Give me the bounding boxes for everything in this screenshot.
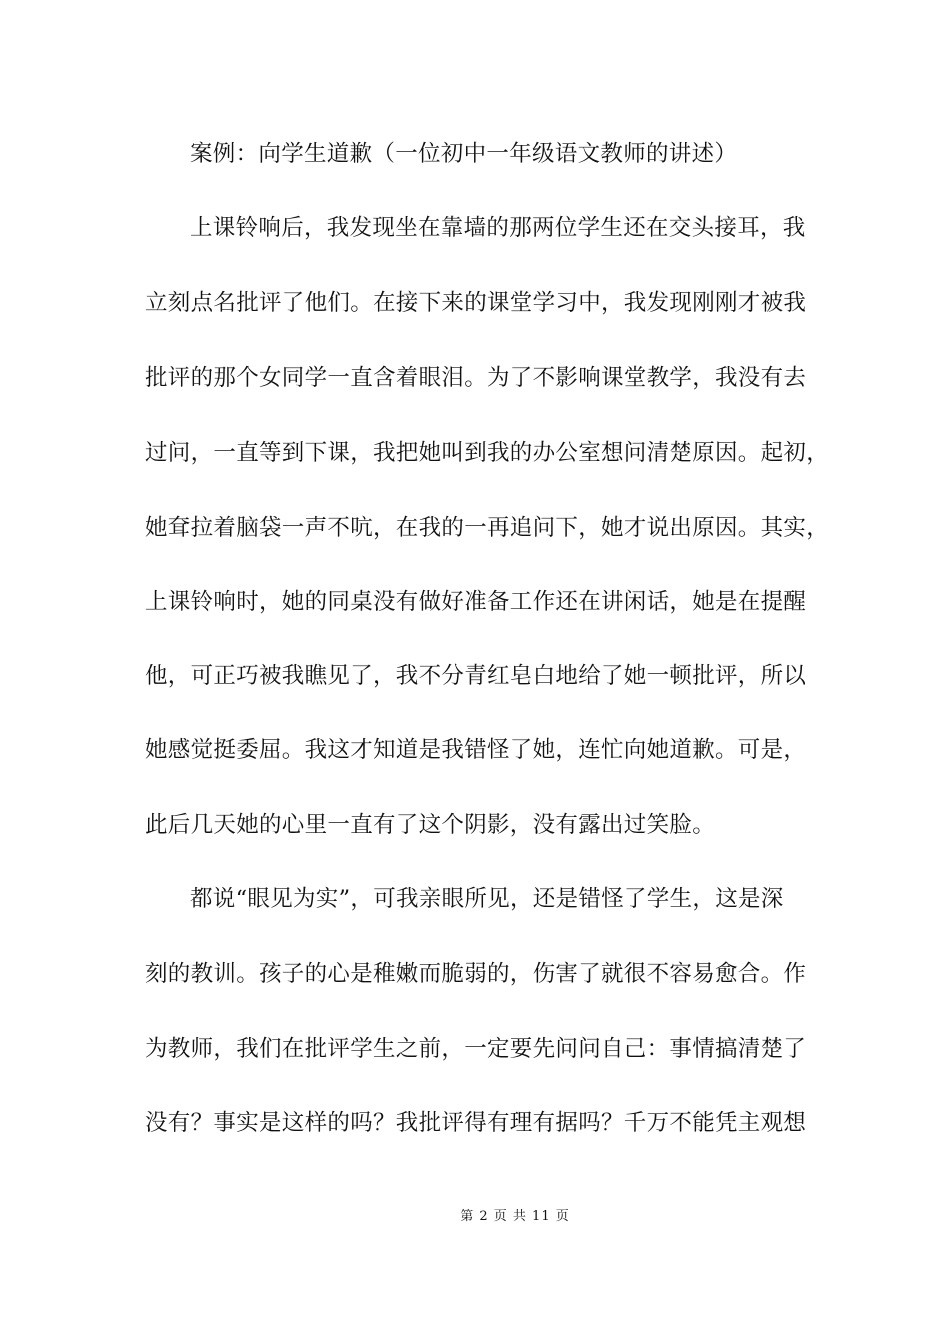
paragraph-line: 都说“眼见为实”，可我亲眼所见，还是错怪了学生，这是深 [190,886,784,912]
paragraph-line: 立刻点名批评了他们。在接下来的课堂学习中，我发现刚刚才被我 [145,290,807,316]
paragraph-line: 批评的那个女同学一直含着眼泪。为了不影响课堂教学，我没有去 [145,365,807,391]
paragraph-line: 为教师，我们在批评学生之前，一定要先问问自己：事情搞清楚了 [145,1036,807,1062]
paragraph-line: 此后几天她的心里一直有了这个阴影，没有露出过笑脸。 [145,812,716,838]
paragraph-line: 刻的教训。孩子的心是稚嫩而脆弱的，伤害了就很不容易愈合。作 [145,961,807,987]
paragraph-line: 上课铃响后，我发现坐在靠墙的那两位学生还在交头接耳，我 [190,215,806,241]
paragraph-line: 上课铃响时，她的同桌没有做好准备工作还在讲闲话，她是在提醒 [145,589,807,615]
paragraph-line: 她感觉挺委屈。我这才知道是我错怪了她，连忙向她道歉。可是， [145,737,807,763]
paragraph-line: 没有？事实是这样的吗？我批评得有理有据吗？千万不能凭主观想 [145,1110,807,1136]
paragraph-line: 他，可正巧被我瞧见了，我不分青红皂白地给了她一顿批评，所以 [145,663,807,689]
page-number-footer: 第 2 页 共 11 页 [460,1209,570,1224]
paragraph-line: 过问，一直等到下课，我把她叫到我的办公室想问清楚原因。起初， [145,440,830,466]
document-title: 案例：向学生道歉（一位初中一年级语文教师的讲述） [190,141,738,167]
paragraph-line: 她耷拉着脑袋一声不吭，在我的一再追问下，她才说出原因。其实， [145,515,830,541]
